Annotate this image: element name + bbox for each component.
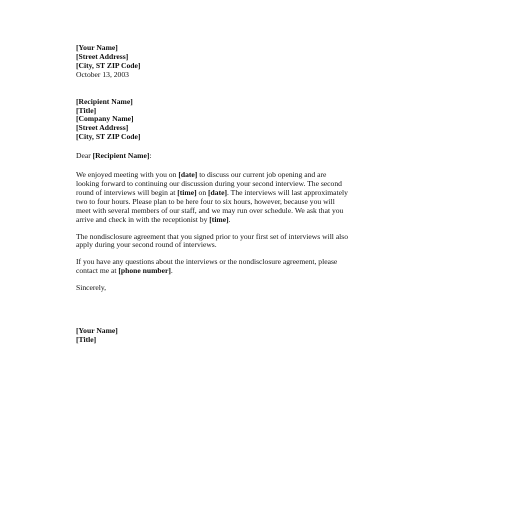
p2-text: apply during your second round of interviews. (76, 240, 217, 250)
letter-date: October 13, 2003 (76, 69, 129, 79)
placeholder-time: [time] (177, 187, 197, 197)
p1-text: . (228, 214, 231, 224)
p1-text: We enjoyed meeting with you on (76, 170, 179, 180)
sender-name: [Your Name] (76, 43, 118, 52)
p1-text: to discuss our current job opening and are (197, 170, 327, 180)
p1-text: meet with several members of our staff, and we may run over schedule. We ask that you (76, 205, 344, 215)
p1-text: . The interviews will last approximately (227, 187, 348, 197)
placeholder-date: [date] (208, 187, 228, 197)
recipient-company: [Company Name] (76, 114, 134, 124)
salutation-suffix: : (149, 151, 152, 161)
p1-text: arrive and check in with the receptionist by (76, 214, 210, 224)
recipient-city: [City, ST ZIP Code] (76, 132, 141, 142)
recipient-address-block (76, 98, 446, 143)
salutation (76, 152, 446, 161)
closing-text: Sincerely, (76, 283, 107, 293)
body-paragraph-1 (76, 171, 438, 224)
p1-text: two to four hours. Please plan to be here four to six hours, however, because you will (76, 196, 335, 206)
closing (76, 284, 446, 293)
sender-city: [City, ST ZIP Code] (76, 60, 141, 70)
recipient-street: [Street Address] (76, 123, 129, 133)
body-paragraph-2 (76, 233, 438, 251)
sender-street: [Street Address] (76, 51, 129, 61)
recipient-name: [Recipient Name] (76, 96, 133, 106)
p1-text: looking forward to continuing our discussion during your second interview. The second (76, 178, 342, 188)
signature-title: [Title] (76, 334, 97, 344)
p2-text: The nondisclosure agreement that you signed prior to your first set of interviews will also (76, 231, 349, 241)
p1-text: on (196, 187, 209, 197)
signature-name: [Your Name] (76, 326, 118, 336)
signature-block (76, 327, 446, 345)
recipient-title: [Title] (76, 105, 97, 115)
sender-address-block (76, 44, 446, 80)
salutation-prefix: Dear (76, 151, 93, 161)
placeholder-phone-number: [phone number] (118, 266, 171, 276)
p3-text: If you have any questions about the interviews or the nondisclosure agreement, please (76, 257, 338, 267)
p3-text: . (170, 266, 173, 276)
body-paragraph-3 (76, 258, 438, 276)
p1-text: round of interviews will begin at (76, 187, 178, 197)
letter-page (76, 44, 446, 345)
salutation-name: [Recipient Name] (92, 151, 150, 161)
placeholder-date: [date] (178, 170, 198, 180)
p3-text: contact me at (76, 266, 119, 276)
placeholder-time: [time] (209, 214, 229, 224)
